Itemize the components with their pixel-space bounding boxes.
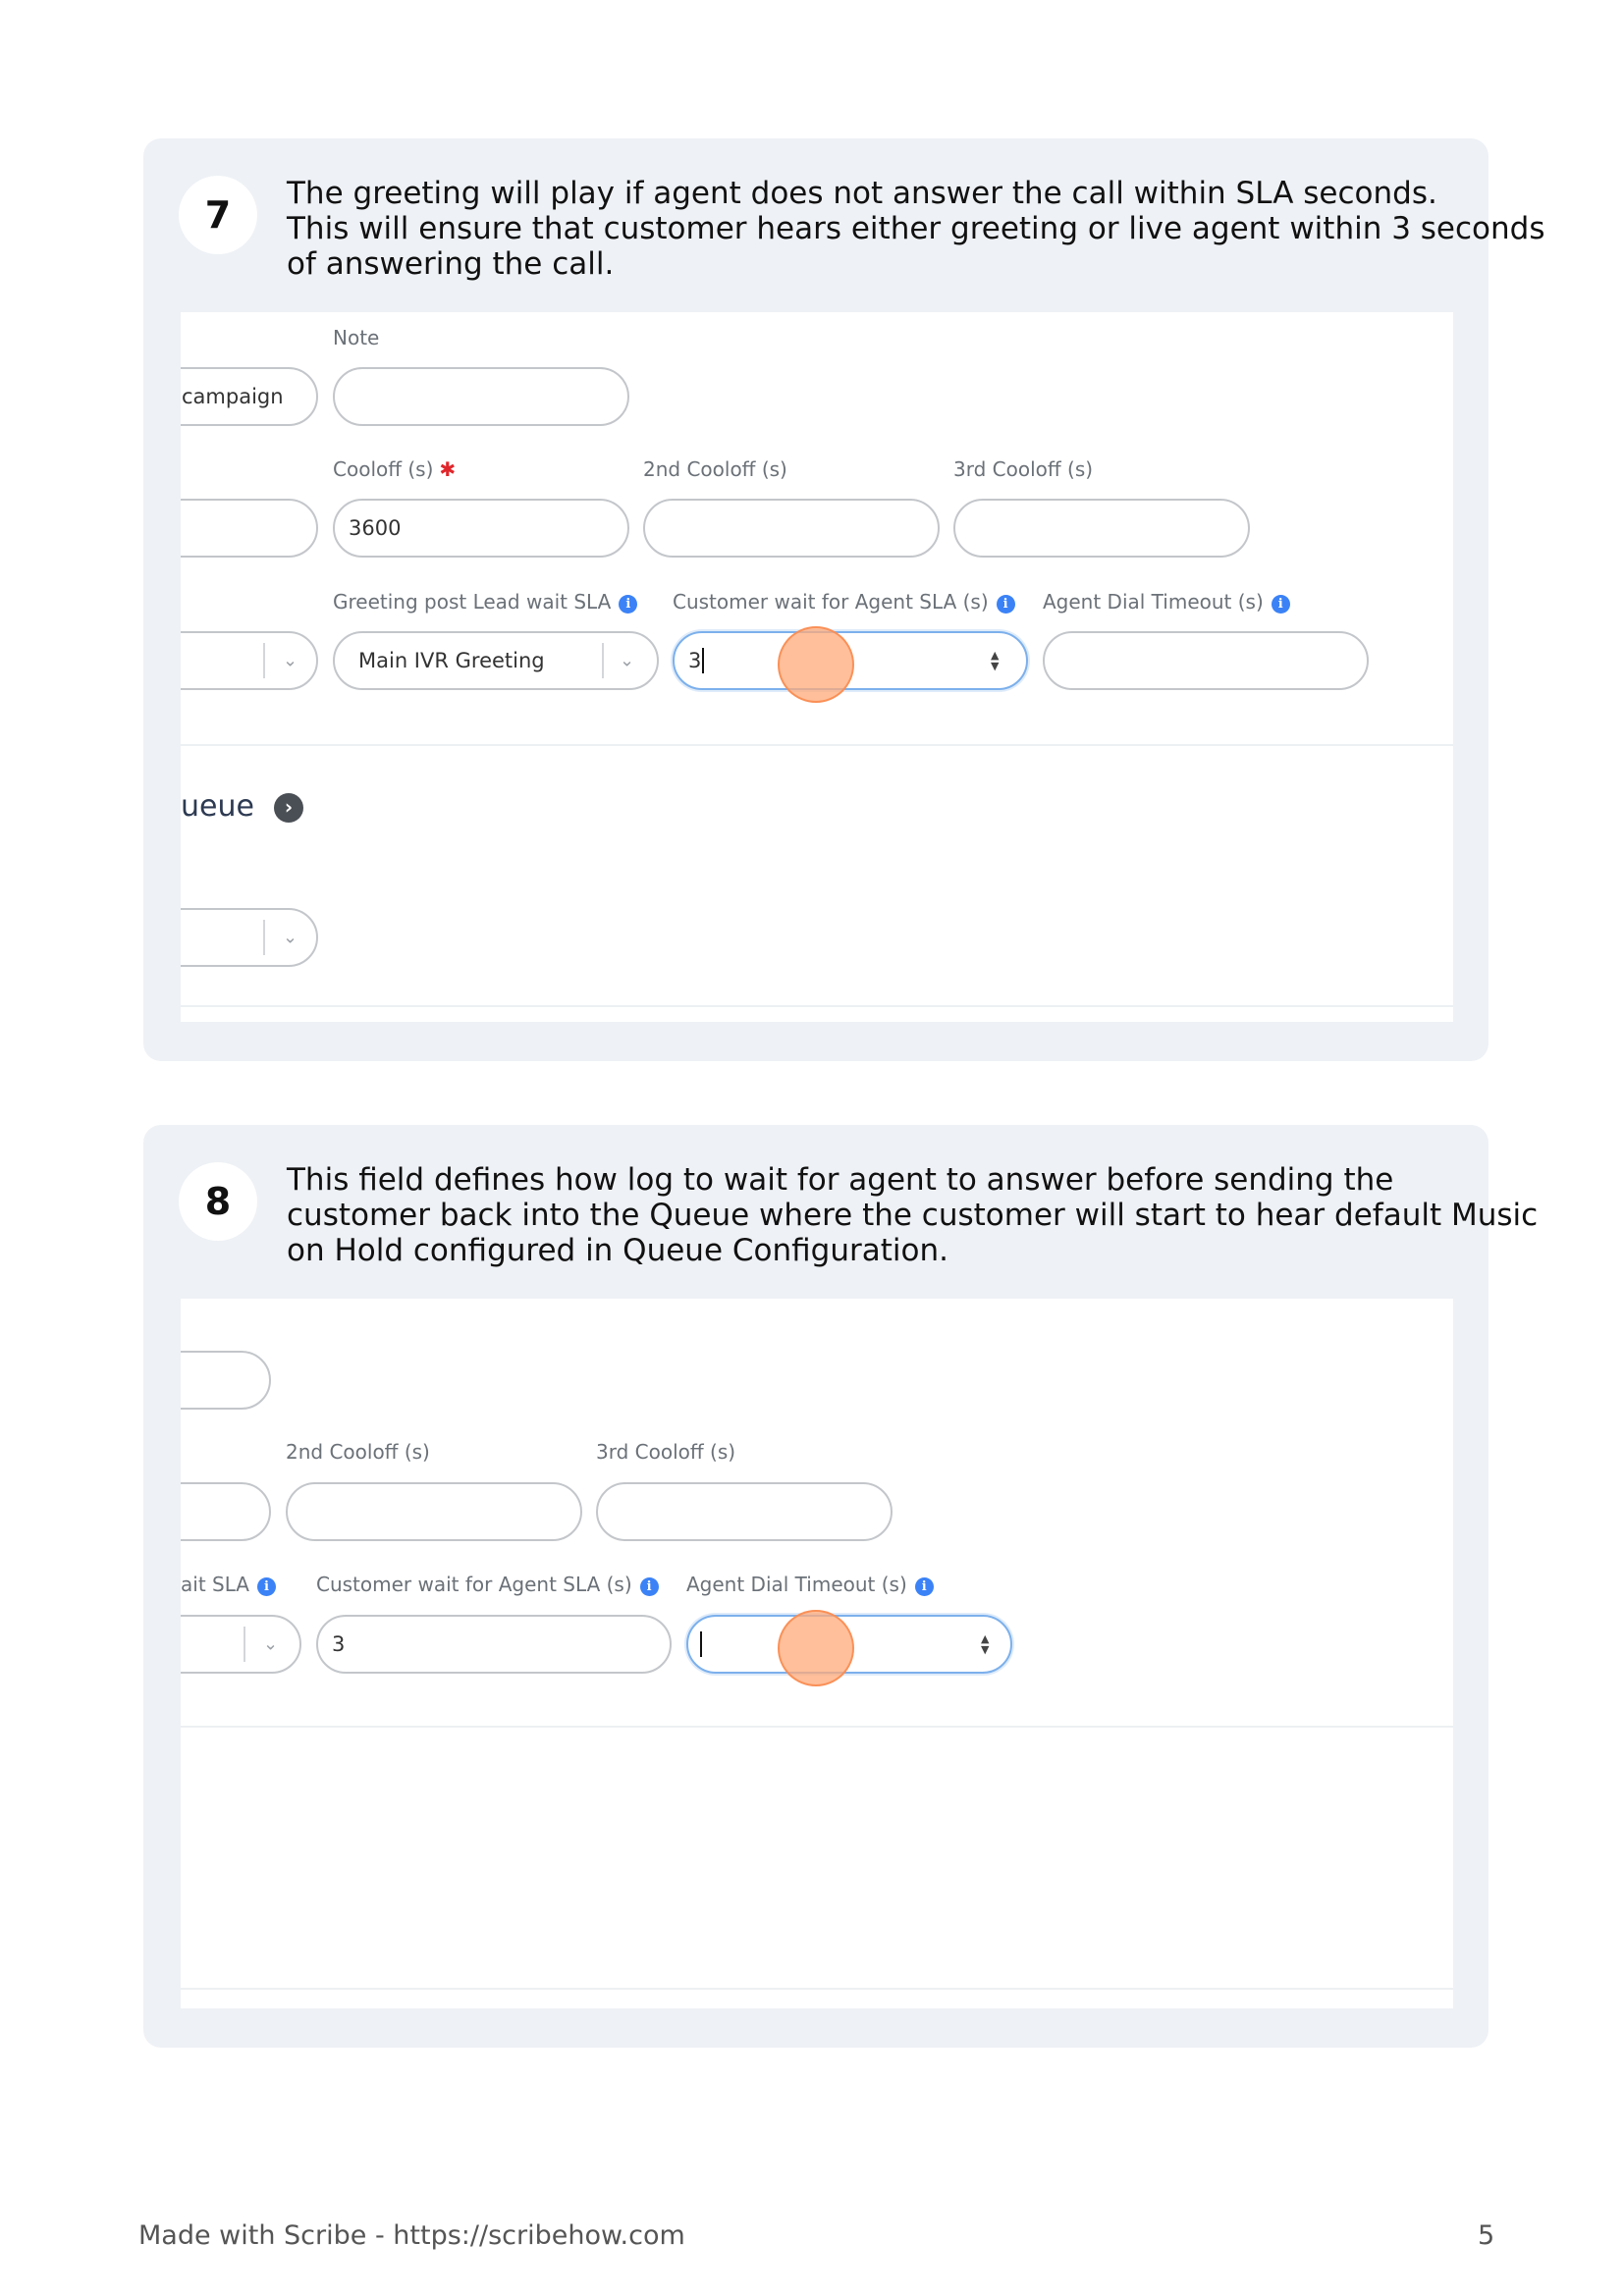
step-text-line: of answering the call.: [287, 246, 615, 282]
step-screenshot: [181, 312, 1453, 1022]
step-text-line: on Hold configured in Queue Configuration.: [287, 1233, 948, 1268]
agent-dial-label: Agent Dial Timeout (s) i: [1043, 590, 1290, 614]
cooloff2-label: 2nd Cooloff (s): [643, 457, 787, 481]
cooloff-label: Cooloff (s) ✱: [333, 457, 457, 481]
text-caret: [702, 648, 704, 673]
step-number: 7: [179, 176, 257, 254]
info-icon[interactable]: i: [640, 1577, 659, 1596]
cooloff-value: 3600: [349, 516, 402, 540]
cooloff3-input[interactable]: [596, 1482, 893, 1541]
step-description: [287, 1162, 1539, 1268]
footer-credit: Made with Scribe - https://scribehow.com: [138, 2220, 685, 2251]
info-icon[interactable]: i: [915, 1577, 934, 1596]
click-indicator: [778, 626, 854, 703]
chevron-down-icon[interactable]: ⌄: [283, 927, 298, 948]
step-text-line: This will ensure that customer hears either greeting or live agent within 3 seconds: [287, 211, 1545, 246]
divider: [181, 1988, 1453, 1990]
info-icon[interactable]: i: [257, 1577, 276, 1596]
info-icon[interactable]: i: [619, 595, 637, 614]
step-screenshot: [181, 1299, 1453, 2008]
greeting-select[interactable]: [333, 631, 659, 690]
step-text-line: customer back into the Queue where the customer will start to hear default Music: [287, 1198, 1539, 1233]
cooloff-input[interactable]: [333, 499, 629, 558]
agent-dial-input[interactable]: [1043, 631, 1369, 690]
required-mark: ✱: [439, 457, 457, 481]
select-divider: [263, 920, 265, 955]
info-icon[interactable]: i: [1272, 595, 1290, 614]
agent-dial-label: Agent Dial Timeout (s) i: [686, 1573, 934, 1596]
number-spinner-icon[interactable]: ▲ ▼: [981, 1632, 990, 1656]
note-label: Note: [333, 326, 380, 349]
customer-wait-value: 3: [688, 649, 702, 672]
wait-sla-label: ait SLA i: [181, 1573, 276, 1596]
step-number: 8: [179, 1162, 257, 1241]
partial-select[interactable]: [181, 1615, 301, 1674]
info-icon[interactable]: i: [997, 595, 1015, 614]
text-caret: [700, 1631, 702, 1657]
divider: [181, 1726, 1453, 1728]
cooloff2-input[interactable]: [643, 499, 940, 558]
queue-select[interactable]: [181, 908, 318, 967]
cooloff3-label: 3rd Cooloff (s): [953, 457, 1094, 481]
partial-field[interactable]: [181, 1482, 271, 1541]
campaign-field[interactable]: [181, 367, 318, 426]
chevron-down-icon[interactable]: ⌄: [263, 1633, 279, 1655]
chevron-down-icon[interactable]: ⌄: [620, 650, 635, 671]
select-divider: [263, 643, 265, 678]
customer-wait-input[interactable]: [316, 1615, 672, 1674]
page-number: 5: [1478, 2220, 1495, 2251]
click-indicator: [778, 1610, 854, 1686]
greeting-sla-label: Greeting post Lead wait SLA i: [333, 590, 637, 614]
step-text-line: The greeting will play if agent does not answer the call within SLA seconds.: [287, 176, 1437, 211]
queue-section-heading: ueue ›: [181, 789, 303, 824]
partial-field[interactable]: [181, 1351, 271, 1410]
step-8-card: [143, 1125, 1539, 2048]
number-spinner-icon[interactable]: ▲ ▼: [991, 649, 1000, 672]
partial-select[interactable]: [181, 631, 318, 690]
cooloff3-input[interactable]: [953, 499, 1250, 558]
divider: [181, 1005, 1453, 1007]
divider: [181, 744, 1453, 746]
partial-field[interactable]: [181, 499, 318, 558]
step-7-card: [143, 138, 1545, 1061]
arrow-right-icon[interactable]: ›: [274, 793, 303, 823]
campaign-value: campaign: [182, 385, 284, 408]
select-divider: [602, 643, 604, 678]
step-description: [287, 176, 1545, 282]
cooloff3-label: 3rd Cooloff (s): [596, 1440, 736, 1464]
cooloff2-input[interactable]: [286, 1482, 582, 1541]
note-input[interactable]: [333, 367, 629, 426]
greeting-value: Main IVR Greeting: [358, 649, 545, 672]
cooloff2-label: 2nd Cooloff (s): [286, 1440, 430, 1464]
customer-wait-label: Customer wait for Agent SLA (s) i: [316, 1573, 659, 1596]
customer-wait-value: 3: [332, 1632, 346, 1656]
chevron-down-icon[interactable]: ⌄: [283, 650, 298, 671]
select-divider: [244, 1627, 245, 1662]
step-text-line: This field defines how log to wait for agent to answer before sending the: [287, 1162, 1394, 1198]
customer-wait-label: Customer wait for Agent SLA (s) i: [673, 590, 1015, 614]
